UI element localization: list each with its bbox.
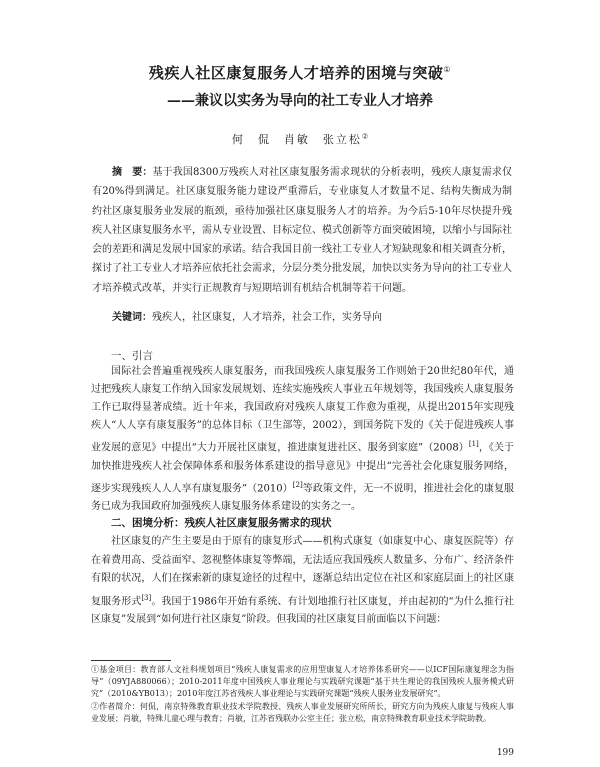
citation-ref-2: [2] <box>292 480 303 489</box>
keywords-text: 残疾人，社区康复，人才培养，社会工作，实务导向 <box>152 312 382 323</box>
intro-text-part2: ，《关于加快推进残疾人社会保障体系和服务体系建设的指导意见》中提出“完善社会化康复服务网络，逐步实现残疾人人人享有康复服务”（2010） <box>91 442 514 495</box>
author-names: 何 侃 肖敏 张立松 <box>231 133 362 146</box>
dilemma-text-part2: 。我国于1986年开始有系统、有计划地推行社区康复，并由起初的“为什么推行社区康复”发展到“如何进行社区康复”阶段。但我国的社区康复目前面临以下问题： <box>91 595 515 626</box>
author-line <box>0 131 600 147</box>
paper-subtitle: ——兼议以实务为导向的社工专业人才培养 <box>167 93 433 109</box>
abstract-text: 基于我国8300万残疾人对社区康复服务需求现状的分析表明，残疾人康复需求仅有20%得到满足。社区康复服务能力建设严重滞后，专业康复人才数量不足、结构失衡成为制约社区康复服务业发展的瓶颈，亟待加强社区康复服务人才的培养。为今后5-10年尽快提升残疾人社区康复服务水平，需从专业设置、目标定位、模式创新等方面突破困境，以缩小与国际社会的差距和满足发展中国家的承诺。结合我国目前一线社工专业人才短缺现象和相关调查分析，探讨了社工专业人才培养应依托社会需求，分层分类分批发展，加快以实务为导向的社工专业人才培养模式改革，并实行正规教育与短期培训有机结合机制等若干问题。 <box>92 167 513 294</box>
section-introduction-paragraph <box>91 363 514 516</box>
abstract <box>92 163 512 298</box>
keywords-label: 关键词： <box>112 312 152 323</box>
intro-text-part1: 国际社会普遍重视残疾人康复服务，而我国残疾人康复服务工作则始于20世纪80年代，通过把残疾人康复工作纳入国家发展规划、连续实施残疾人事业五年规划等，我国残疾人康复服务工作已取得显著成绩。近十年来，我国政府对残疾人康复工作愈为重视，从提出2015年实现残疾人“人人享有康复服务”的总体目标（卫生部等，2002），到国务院下发的《关于促进残疾人事业发展的意见》中提出“大力开展社区康复，推进康复进社区、服务到家庭”（2008） <box>91 366 514 454</box>
footnote-divider <box>91 660 171 661</box>
section-dilemma-paragraph <box>91 533 514 630</box>
citation-ref-3: [3] <box>141 593 152 602</box>
citation-ref-1: [1] <box>468 440 479 449</box>
section-heading-dilemma: 二、困境分析：残疾人社区康复服务需求的现状 <box>111 517 332 529</box>
footnotes <box>91 664 514 725</box>
intro-text-part3: 等政策文件，无一不说明，推进社会化的康复服务已成为我国政府加强残疾人康复服务体系建设的实务之一。 <box>91 483 515 513</box>
author-footnote-marker: ② <box>361 132 369 141</box>
keywords <box>112 310 512 326</box>
section-heading-introduction: 一、引言 <box>111 350 153 362</box>
paper-title <box>0 62 600 83</box>
page-number: 199 <box>496 748 514 758</box>
title-text: 残疾人社区康复服务人才培养的困境与突破 <box>148 64 444 82</box>
footnote-authors: ②作者简介：何侃，南京特殊教育职业技术学院教授、残疾人事业发展研究所所长，研究方向为残疾人康复与残疾人事业发展；肖敏，特殊儿童心理与教育；肖敏，江苏省残联办公室主任；张立松，南京特殊教育职业技术学院助教。 <box>91 701 514 723</box>
title-footnote-marker: ① <box>443 65 452 74</box>
dilemma-text-part1: 社区康复的产生主要是由于原有的康复形式——机构式康复（如康复中心、康复医院等）存在着费用高、受益面窄、忽视整体康复等弊端，无法适应我国残疾人数量多、分布广、经济条件有限的状况，人们在探索新的康复途径的过程中，逐渐总结出定位在社区和家庭层面上的社区康复服务形式 <box>91 536 514 607</box>
footnote-funding: ①基金项目：教育部人文社科规划项目“残疾人康复需求的应用型康复人才培养体系研究——以ICF国际康复理念为指导”（09YJA880066）；2010-2011年度中国残疾人事业理论与实践研究课题“基于共生理论的我国残疾人服务模式研究”（2010&YB013）；2010年度江苏省残疾人事业理论与实践研究课题“残疾人服务业发展研究”。 <box>91 665 514 699</box>
abstract-label: 摘 要： <box>112 167 153 178</box>
